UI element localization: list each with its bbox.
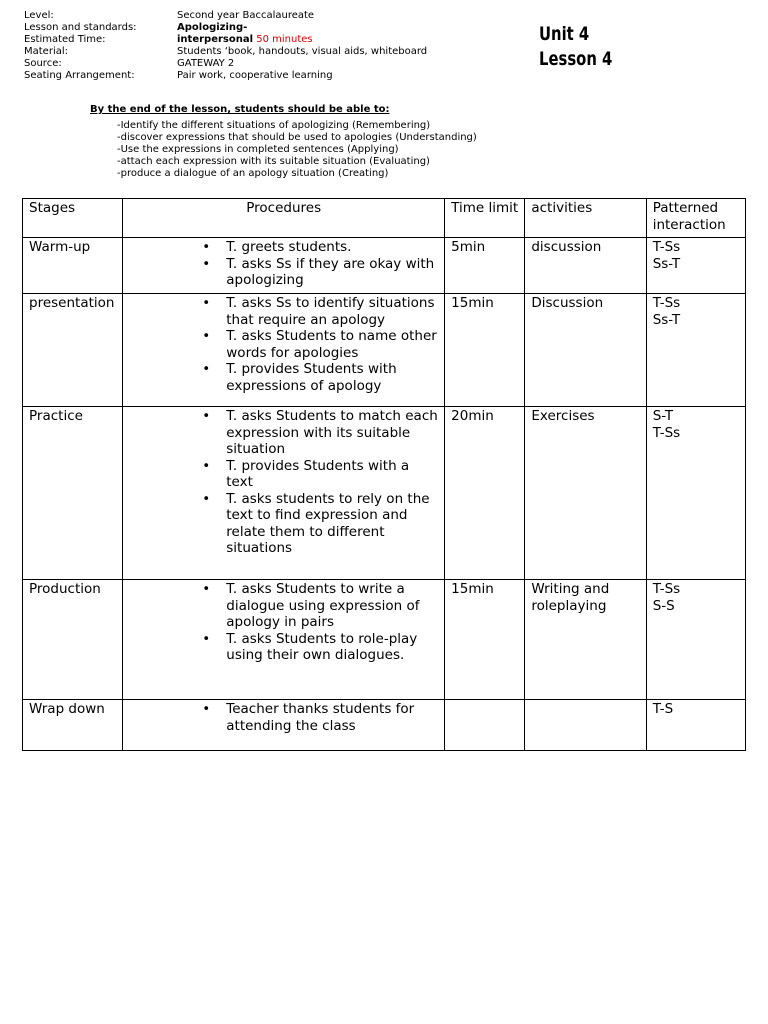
unit-heading xyxy=(539,22,612,72)
info-value-wrap xyxy=(177,34,477,46)
procedure-list xyxy=(129,581,438,664)
procedure-item: • T. asks Ss if they are okay with apologizing xyxy=(129,256,438,289)
procedure-list xyxy=(129,295,438,394)
header-activities: activities xyxy=(525,199,646,238)
info-row-time xyxy=(24,34,477,46)
objective-item: -produce a dialogue of an apology situation (Creating) xyxy=(117,168,389,179)
procedure-item: • T. asks Ss to identify situations that require an apology xyxy=(129,295,438,328)
activity-cell: Exercises xyxy=(525,407,646,580)
procedure-item: • T. asks Students to role-play using their own dialogues. xyxy=(129,631,438,664)
activity-cell: discussion xyxy=(525,238,646,294)
info-label: Source: xyxy=(24,58,62,69)
table-row xyxy=(23,407,746,580)
interaction-cell xyxy=(646,294,745,407)
objectives-title: By the end of the lesson, students should be able to: xyxy=(90,104,390,115)
info-row-material xyxy=(24,46,477,58)
stage-cell: Wrap down xyxy=(23,700,123,751)
info-label: Lesson and standards: xyxy=(24,22,137,33)
lesson-info xyxy=(24,10,477,82)
info-label: Seating Arrangement: xyxy=(24,70,135,81)
procedure-list xyxy=(129,408,438,557)
header-stages: Stages xyxy=(23,199,123,238)
interaction-line: T-Ss xyxy=(652,424,681,441)
procedure-list xyxy=(129,701,438,734)
procedure-item: • T. provides Students with expressions of apology xyxy=(129,361,438,394)
objective-item: -Identify the different situations of apologizing (Remembering) xyxy=(117,120,431,131)
table-row xyxy=(23,580,746,700)
table-row xyxy=(23,700,746,751)
header-time-limit: Time limit xyxy=(445,199,525,238)
objectives-list xyxy=(117,120,477,180)
objective-item: -attach each expression with its suitable situation (Evaluating) xyxy=(117,156,430,167)
interaction-cell xyxy=(646,407,745,580)
interaction-line: Ss-T xyxy=(652,255,681,272)
interaction-line: S-T xyxy=(652,408,674,424)
procedure-item: • T. asks Students to name other words for apologies xyxy=(129,328,438,361)
info-value: Students ‘book, handouts, visual aids, whiteboard xyxy=(177,46,428,57)
time-cell: 15min xyxy=(445,580,525,700)
time-cell: 20min xyxy=(445,407,525,580)
stage-cell: Warm-up xyxy=(23,238,123,294)
procedures-cell xyxy=(123,294,445,407)
procedure-list xyxy=(129,239,438,289)
interaction-line: S-S xyxy=(652,597,675,614)
interaction-cell xyxy=(646,700,745,751)
procedure-item: • T. asks students to rely on the text to find expression and relate them to different situations xyxy=(129,491,438,557)
interaction-cell xyxy=(646,238,745,294)
header-interaction: Patterned interaction xyxy=(646,199,745,238)
stage-cell: Practice xyxy=(23,407,123,580)
info-value: GATEWAY 2 xyxy=(177,58,235,69)
procedures-cell xyxy=(123,407,445,580)
stage-cell: Production xyxy=(23,580,123,700)
info-label: Material: xyxy=(24,46,68,57)
time-cell: 15min xyxy=(445,294,525,407)
table-header-row xyxy=(23,199,746,238)
procedures-cell xyxy=(123,580,445,700)
interaction-line: T-Ss xyxy=(652,295,681,311)
header-procedures: Procedures xyxy=(123,199,445,238)
time-cell: 5min xyxy=(445,238,525,294)
info-row-lesson xyxy=(24,22,477,34)
procedure-item: • Teacher thanks students for attending the class xyxy=(129,701,438,734)
objective-item: -discover expressions that should be used to apologies (Understanding) xyxy=(117,132,477,143)
info-value: Apologizing- xyxy=(177,22,248,33)
info-row-source xyxy=(24,58,477,70)
unit-title: Unit 4 xyxy=(539,23,590,45)
interaction-line: T-Ss xyxy=(652,239,681,255)
objective-item: -Use the expressions in completed sentences (Applying) xyxy=(117,144,399,155)
info-value: Second year Baccalaureate xyxy=(177,10,315,21)
info-label: Estimated Time: xyxy=(24,34,106,45)
activity-cell xyxy=(525,700,646,751)
lesson-plan-table xyxy=(22,198,746,751)
objectives xyxy=(90,104,477,180)
procedure-item: • T. provides Students with a text xyxy=(129,458,438,491)
lesson-title: Lesson 4 xyxy=(539,48,613,70)
procedures-cell xyxy=(123,700,445,751)
info-row-seating xyxy=(24,70,477,82)
table-row xyxy=(23,294,746,407)
interaction-line: T-S xyxy=(652,701,674,717)
info-value: Pair work, cooperative learning xyxy=(177,70,333,81)
procedures-cell xyxy=(123,238,445,294)
stage-cell: presentation xyxy=(23,294,123,407)
info-value: interpersonal xyxy=(177,34,254,45)
interaction-line: Ss-T xyxy=(652,311,681,328)
table-row xyxy=(23,238,746,294)
interaction-cell xyxy=(646,580,745,700)
procedure-item: • T. asks Students to write a dialogue using expression of apology in pairs xyxy=(129,581,438,631)
info-label: Level: xyxy=(24,10,54,21)
activity-cell: Writing and roleplaying xyxy=(525,580,646,700)
interaction-line: T-Ss xyxy=(652,581,681,597)
time-cell xyxy=(445,700,525,751)
estimated-time-value: 50 minutes xyxy=(256,34,313,45)
activity-cell: Discussion xyxy=(525,294,646,407)
procedure-item: • T. asks Students to match each expression with its suitable situation xyxy=(129,408,438,458)
info-row-level xyxy=(24,10,477,22)
procedure-item: • T. greets students. xyxy=(129,239,438,256)
